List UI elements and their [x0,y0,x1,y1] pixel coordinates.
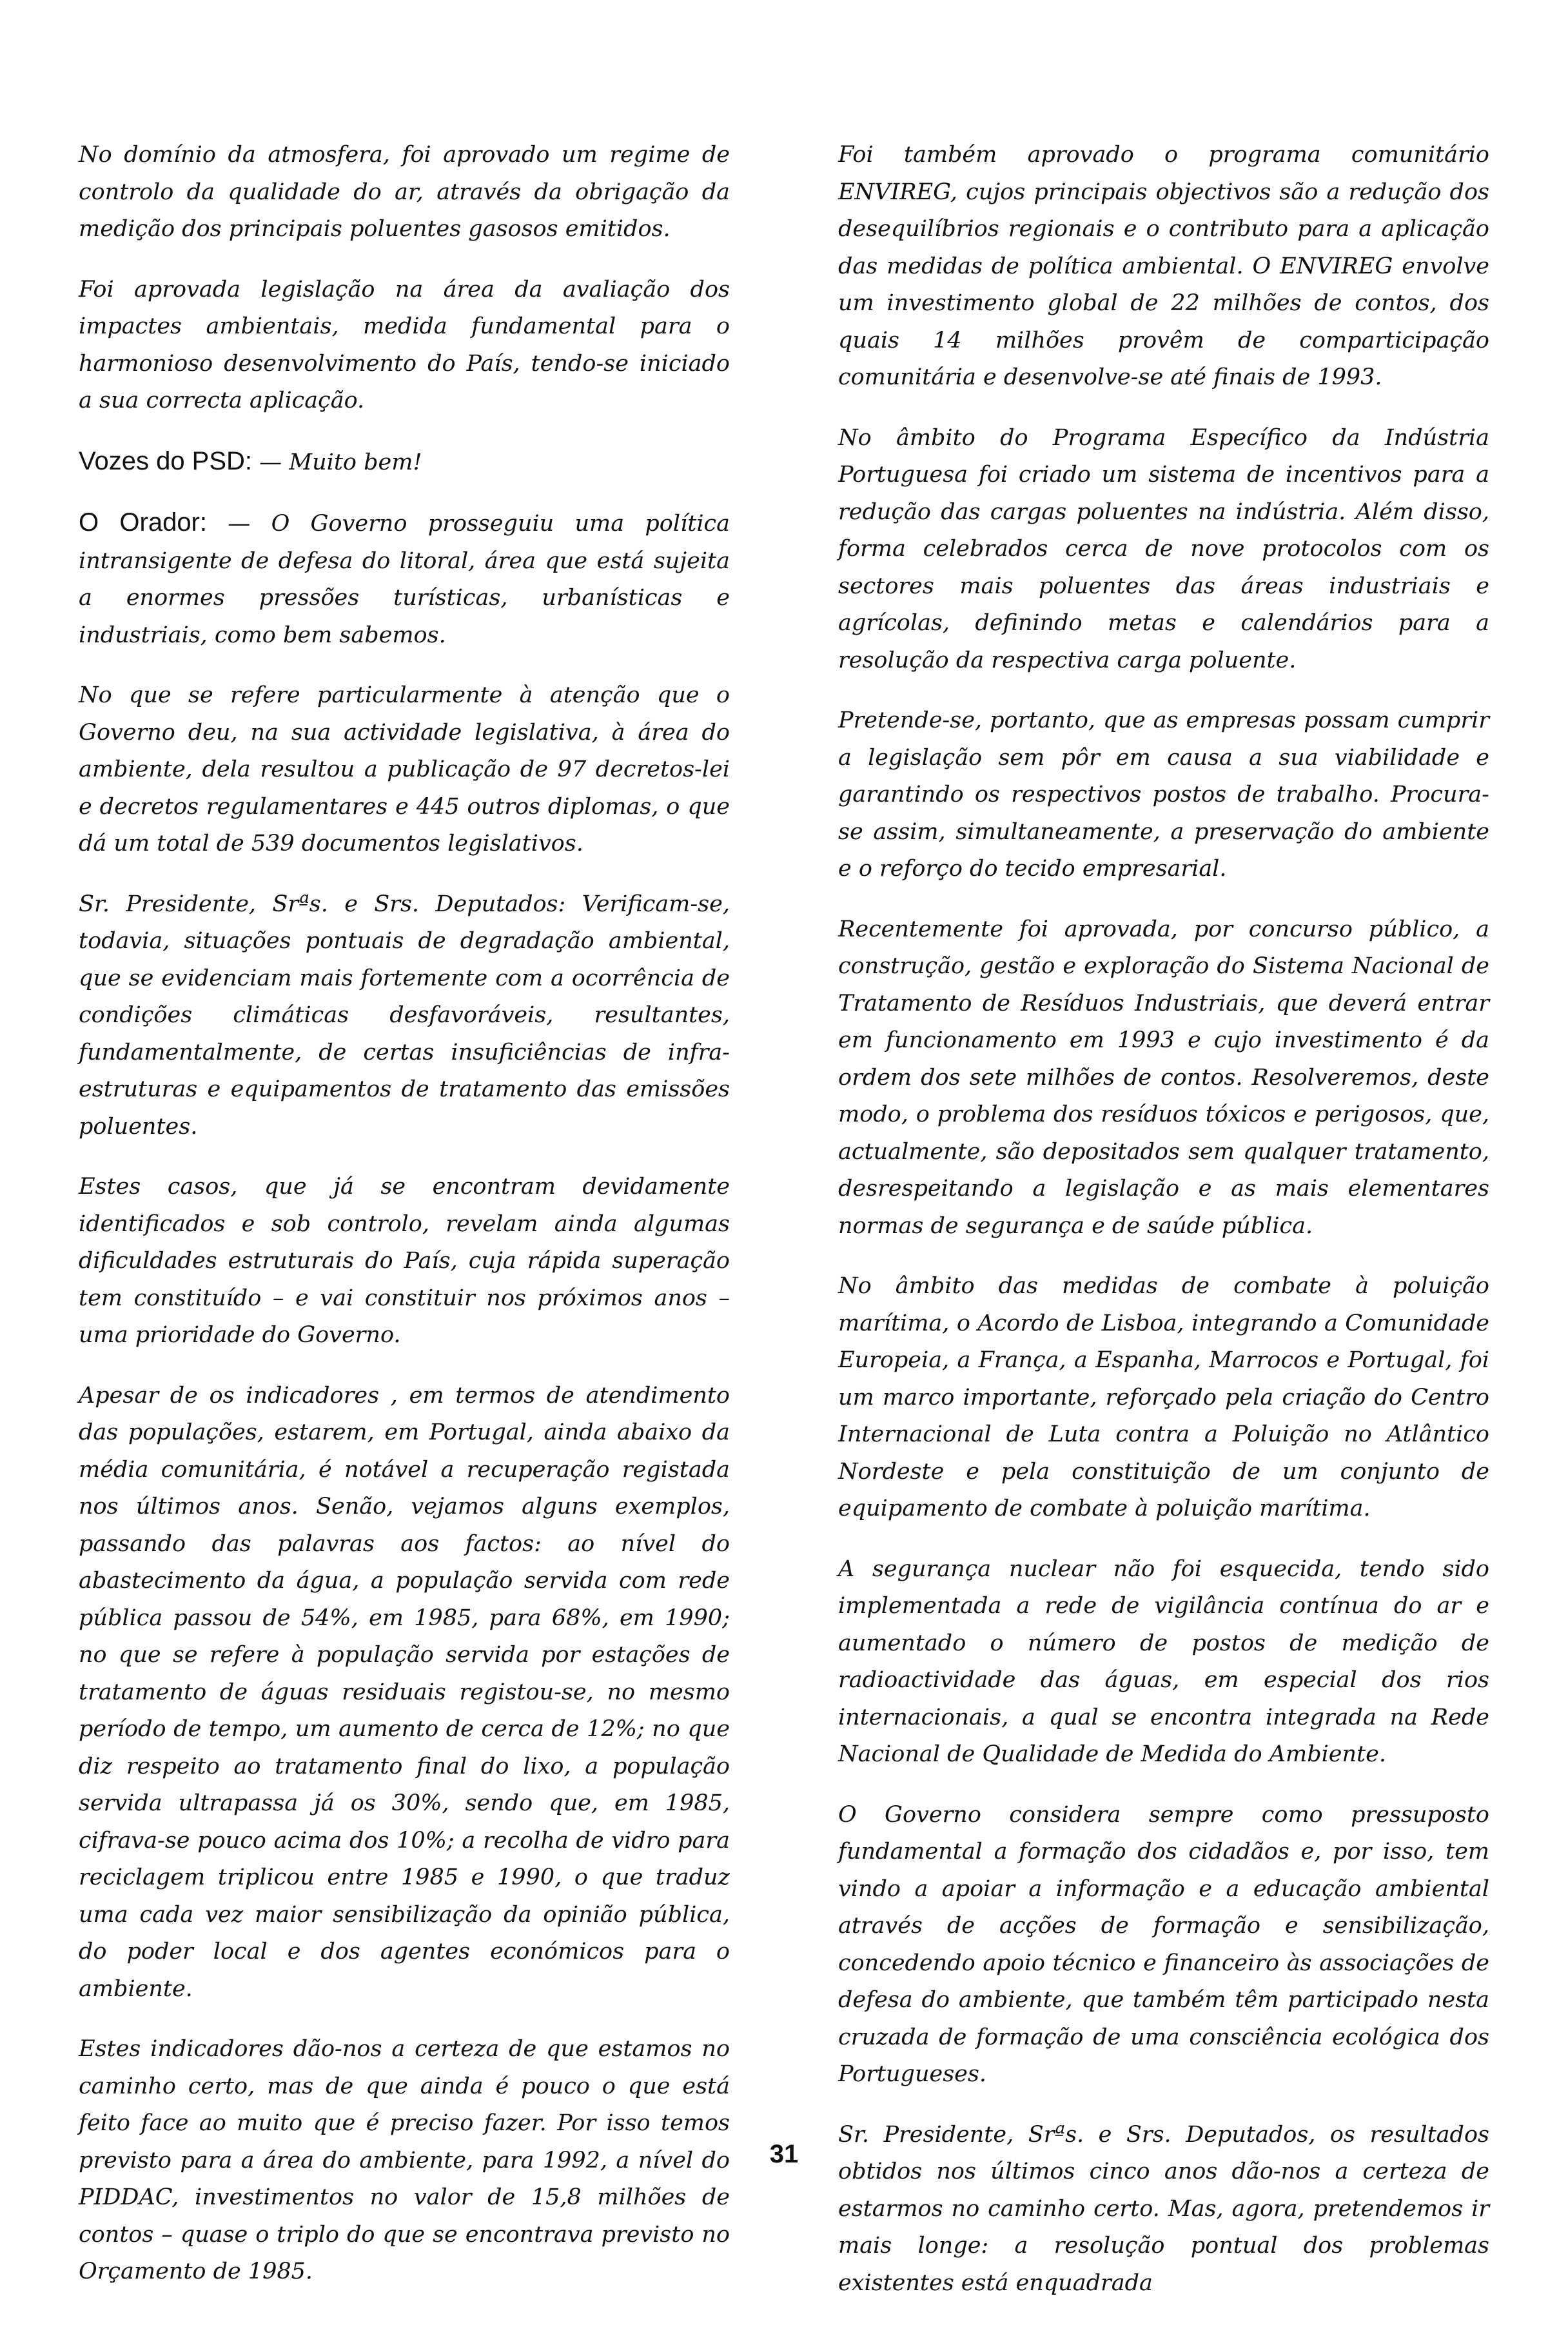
paragraph: No domínio da atmosfera, foi aprovado um regime de controlo da qualidade do ar, através da obrigação da medição dos principais poluentes gasosos emitidos. [79,142,730,242]
paragraph: O Governo considera sempre como pressuposto fundamental a formação dos cidadãos e, por isso, tem vindo a apoiar a informação e a educação ambiental através de acções de formação e sensibilização, concedendo apoio técnico e financeiro às associações de defesa do ambiente, que também têm participado nesta cruzada de formação de uma consciência ecológica dos Portugueses. [838,1801,1489,2087]
right-column [838,137,1489,2325]
paragraph: No âmbito das medidas de combate à poluição marítima, o Acordo de Lisboa, integrando a Comunidade Europeia, a França, a Espanha, Marrocos e Portugal, foi um marco importante, reforçado pela criação do Centro Internacional de Luta contra a Poluição no Atlântico Nordeste e pela constituição de um conjunto de equipamento de combate à poluição marítima. [838,1273,1489,1521]
paragraph: A segurança nuclear não foi esquecida, tendo sido implementada a rede de vigilância contínua do ar e aumentado o número de postos de medição de radioactividade das águas, em especial dos rios internacionais, a qual se encontra integrada na Rede Nacional de Qualidade de Medida do Ambiente. [838,1556,1489,1767]
paragraph: Apesar de os indicadores , em termos de atendimento das populações, estarem, em Portugal, ainda abaixo da média comunitária, é notável a recuperação registada nos últimos anos. Senão, vejamos alguns exemplos, passando das palavras aos factos: ao nível do abastecimento da água, a população servida com rede pública passou de 54%, em 1985, para 68%, em 1990; no que se refere à população servida por estações de tratamento de águas residuais registou-se, no mesmo período de tempo, um aumento de cerca de 12%; no que diz respeito ao tratamento final do lixo, a população servida ultrapassa já os 30%, sendo que, em 1985, cifrava-se pouco acima dos 10%; a recolha de vidro para reciclagem triplicou entre 1985 e 1990, o que traduz uma cada vez maior sensibilização da opinião pública, do poder local e dos agentes económicos para o ambiente. [79,1382,730,2002]
paragraph: Sr. Presidente, Srªs. e Srs. Deputados, os resultados obtidos nos últimos cinco anos dão-nos a certeza de estarmos no caminho certo. Mas, agora, pretendemos ir mais longe: a resolução pontual dos problemas existentes está enquadrada [838,2121,1489,2296]
interjection-text: — Muito bem! [252,449,422,475]
paragraph: Foi aprovada legislação na área da avaliação dos impactes ambientais, medida fundamental para o harmonioso desenvolvimento do País, tendo-se iniciado a sua correcta aplicação. [79,276,730,413]
speaker-label: O Orador: [79,508,207,537]
paragraph: Estes casos, que já se encontram devidamente identificados e sob controlo, revelam ainda algumas dificuldades estruturais do País, cuja rápida superação tem constituído – e vai constituir nos próximos anos – uma prioridade do Governo. [79,1174,730,1348]
paragraph: No âmbito do Programa Específico da Indústria Portuguesa foi criado um sistema de incentivos para a redução das cargas poluentes na indústria. Além disso, forma celebrados cerca de nove protocolos com os sectores mais poluentes das áreas industriais e agrícolas, definindo metas e calendários para a resolução da respectiva carga poluente. [838,424,1489,673]
speech-paragraph [79,504,730,654]
paragraph: Pretende-se, portanto, que as empresas possam cumprir a legislação sem pôr em causa a sua viabilidade e garantindo os respectivos postos de trabalho. Procura-se assim, simultaneamente, a preservação do ambiente e o reforço do tecido empresarial. [838,707,1489,882]
left-column [79,137,730,2314]
paragraph: No que se refere particularmente à atenção que o Governo deu, na sua actividade legislativa, à área do ambiente, dela resultou a publicação de 97 decretos-lei e decretos regulamentares e 445 outros diplomas, o que dá um total de 539 documentos legislativos. [79,682,730,856]
paragraph: Estes indicadores dão-nos a certeza de que estamos no caminho certo, mas de que ainda é pouco o que está feito face ao muito que é preciso fazer. Por isso temos previsto para a área do ambiente, para 1992, a nível do PIDDAC, investimentos no valor de 15,8 milhões de contos – quase o triplo do que se encontrava previsto no Orçamento de 1985. [79,2036,730,2284]
speech-text: — O Governo prosseguiu uma política intransigente de defesa do litoral, área que está sujeita a enormes pressões turísticas, urbanísticas e industriais, como bem sabemos. [79,511,730,648]
interjection-paragraph [79,443,730,482]
paragraph: Foi também aprovado o programa comunitário ENVIREG, cujos principais objectivos são a redução dos desequilíbrios regionais e o contributo para a aplicação das medidas de política ambiental. O ENVIREG envolve um investimento global de 22 milhões de contos, dos quais 14 milhões provêm de comparticipação comunitária e desenvolve-se até finais de 1993. [838,142,1489,390]
paragraph: Sr. Presidente, Srªs. e Srs. Deputados: Verificam-se, todavia, situações pontuais de degradação ambiental, que se evidenciam mais fortemente com a ocorrência de condições climáticas desfavoráveis, resultantes, fundamentalmente, de certas insuficiências de infra-estruturas e equipamentos de tratamento das emissões poluentes. [79,891,730,1140]
speaker-label: Vozes do PSD: [79,446,253,475]
paragraph: Recentemente foi aprovada, por concurso público, a construção, gestão e exploração do Sistema Nacional de Tratamento de Resíduos Industriais, que deverá entrar em funcionamento em 1993 e cujo investimento é da ordem dos sete milhões de contos. Resolveremos, deste modo, o problema dos resíduos tóxicos e perigosos, que, actualmente, são depositados sem qualquer tratamento, desrespeitando a legislação e as mais elementares normas de segurança e de saúde pública. [838,916,1489,1239]
page-number: 31 [769,2140,799,2168]
